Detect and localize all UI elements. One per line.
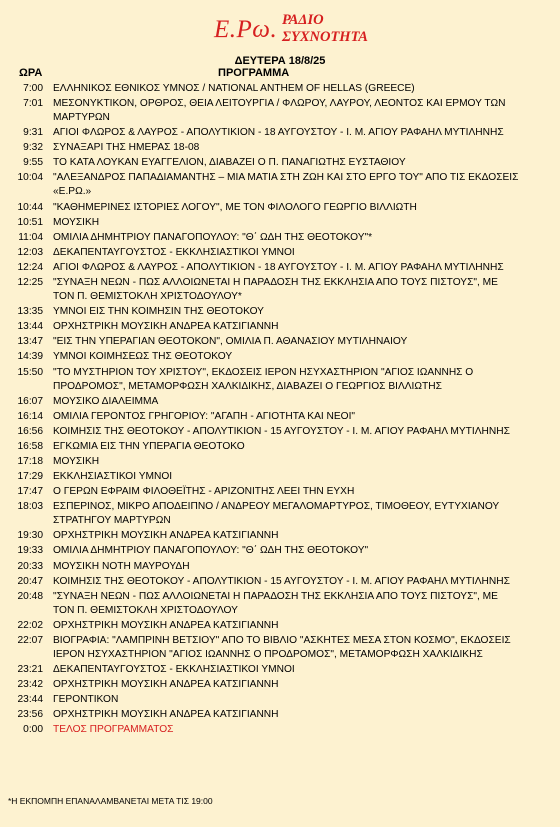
schedule-row [0, 141, 560, 155]
schedule-row [0, 261, 560, 275]
row-program: ΤΟ ΚΑΤΑ ΛΟΥΚΑΝ ΕΥΑΓΓΕΛΙΟΝ, ΔΙΑΒΑΖΕΙ Ο Π. ΠΑΝΑΓΙΩΤΗΣ ΕΥΣΤΑΘΙΟΥ [53, 157, 406, 169]
schedule-row [0, 201, 560, 215]
row-program: ΜΟΥΣΙΚΗ [53, 216, 100, 228]
row-program: ΟΡΧΗΣΤΡΙΚΗ ΜΟΥΣΙΚΗ ΑΝΔΡΕΑ ΚΑΤΣΙΓΙΑΝΝΗ [53, 619, 279, 631]
row-program: ΕΚΚΛΗΣΙΑΣΤΙΚΟΙ ΥΜΝΟΙ [53, 471, 173, 483]
row-time: 19:30 [17, 530, 43, 542]
radio-line-1: ΡΑΔΙΟ [282, 12, 324, 28]
row-program: ΜΟΥΣΙΚΟ ΔΙΑΛΕΙΜΜΑ [53, 395, 159, 407]
row-program: ΔΕΚΑΠΕΝΤΑΥΓΟΥΣΤΟΣ - ΕΚΚΛΗΣΙΑΣΤΙΚΟΙ ΥΜΝΟΙ [53, 246, 295, 258]
row-time: 12:25 [17, 277, 43, 289]
row-program: ΣΥΝΑΞΑΡΙ ΤΗΣ ΗΜΕΡΑΣ 18-08 [53, 142, 200, 154]
row-time: 20:47 [17, 575, 43, 587]
row-program: ΕΛΛΗΝΙΚΟΣ ΕΘΝΙΚΟΣ ΥΜΝΟΣ / NATIONAL ANTHEM OF HELLAS (GREECE) [53, 83, 415, 94]
radio-line-2: ΣΥΧΝΟΤΗΤΑ [282, 29, 368, 45]
footnote: *Η ΕΚΠΟΜΠΗ ΕΠΑΝΑΛΑΜΒΑΝΕΤΑΙ ΜΕΤΑ ΤΙΣ 19:00 [8, 796, 213, 806]
schedule-row [0, 723, 560, 737]
row-program: "ΕΙΣ ΤΗΝ ΥΠΕΡΑΓΙΑΝ ΘΕΟΤΟΚΟΝ", ΟΜΙΛΙΑ Π. ΑΘΑΝΑΣΙΟΥ ΜΥΤΙΛΗΝΑΙΟΥ [53, 336, 408, 348]
station-logo: Ε.Ρω. [214, 16, 278, 43]
schedule-row [0, 708, 560, 722]
row-program: ΥΜΝΟΙ ΕΙΣ ΤΗΝ ΚΟΙΜΗΣΙΝ ΤΗΣ ΘΕΟΤΟΚΟΥ [53, 306, 264, 318]
row-time: 23:42 [17, 679, 43, 691]
row-time: 23:21 [17, 664, 43, 675]
schedule-row [0, 156, 560, 170]
row-program: "ΤΟ ΜΥΣΤΗΡΙΟΝ ΤΟΥ ΧΡΙΣΤΟΥ", ΕΚΔΟΣΕΙΣ ΙΕΡΟΝ ΗΣΥΧΑΣΤΗΡΙΟΝ "ΑΓΙΟΣ ΙΩΑΝΝΗΣ Ο ΠΡΟΔΡΟΜΟΣ", ΜΕΤΑΜΟΡΦΩΣΗ ΧΑΛΚΙΔΙΚΗΣ, ΔΙΑΒΑΖΕΙ Ο ΓΕΩΡΓΙΟΣ ΒΙΛΛΙΩΤΗΣ [53, 366, 474, 392]
schedule-row [0, 544, 560, 558]
schedule-row [0, 560, 560, 574]
schedule-row [0, 693, 560, 707]
schedule-row [0, 216, 560, 230]
schedule-row [0, 82, 560, 96]
row-time: 12:03 [17, 246, 43, 258]
schedule-row [0, 619, 560, 633]
schedule-row [0, 575, 560, 589]
schedule-row [0, 366, 560, 394]
row-program: ΚΟΙΜΗΣΙΣ ΤΗΣ ΘΕΟΤΟΚΟΥ - ΑΠΟΛΥΤΙΚΙΟΝ - 15 ΑΥΓΟΥΣΤΟΥ - Ι. Μ. ΑΓΙΟΥ ΡΑΦΑΗΛ ΜΥΤΙΛΗΝΗΣ [53, 575, 510, 587]
row-program: ΓΕΡΟΝΤΙΚΟΝ [53, 694, 119, 706]
schedule-row [0, 470, 560, 484]
row-time: 10:04 [17, 172, 43, 184]
schedule-row [0, 678, 560, 692]
row-time: 15:50 [17, 366, 43, 378]
row-program: ΜΟΥΣΙΚΗ [53, 455, 100, 467]
row-time: 10:44 [17, 201, 43, 213]
schedule-row [0, 97, 560, 125]
row-program: ΜΟΥΣΙΚΗ ΝΟΤΗ ΜΑΥΡΟΥΔΗ [53, 560, 190, 572]
row-time: 14:39 [17, 351, 43, 363]
schedule-row [0, 529, 560, 543]
row-time: 9:31 [23, 127, 43, 139]
row-time: 0:00 [23, 724, 43, 736]
column-header-time: ΩΡΑ [19, 67, 43, 79]
schedule-row [0, 590, 560, 618]
row-program: ΑΓΙΟΙ ΦΛΩΡΟΣ & ΛΑΥΡΟΣ - ΑΠΟΛΥΤΙΚΙΟΝ - 18 ΑΥΓΟΥΣΤΟΥ - Ι. Μ. ΑΓΙΟΥ ΡΑΦΑΗΛ ΜΥΤΙΛΗΝΗΣ [53, 127, 504, 139]
column-header-program: ΠΡΟΓΡΑΜΜΑ [218, 67, 290, 79]
schedule-row [0, 500, 560, 528]
row-time: 23:44 [17, 694, 43, 706]
row-time: 10:51 [17, 216, 43, 228]
schedule-row [0, 485, 560, 499]
row-time: 20:48 [17, 590, 43, 602]
row-program: "ΣΥΝΑΞΗ ΝΕΩΝ - ΠΩΣ ΑΛΛΟΙΩΝΕΤΑΙ Η ΠΑΡΑΔΟΣΗ ΤΗΣ ΕΚΚΛΗΣΙΑ ΑΠΟ ΤΟΥΣ ΠΙΣΤΟΥΣ", ΜΕ ΤΟΝ Π. ΘΕΜΙΣΤΟΚΛΗ ΧΡΙΣΤΟΔΟΥΛΟΥ [53, 590, 498, 616]
row-time: 9:55 [23, 157, 43, 169]
row-program: ΟΡΧΗΣΤΡΙΚΗ ΜΟΥΣΙΚΗ ΑΝΔΡΕΑ ΚΑΤΣΙΓΙΑΝΝΗ [53, 321, 279, 333]
header [0, 10, 560, 54]
row-time: 13:47 [17, 336, 43, 348]
row-program: ΒΙΟΓΡΑΦΙΑ: "ΛΑΜΠΡΙΝΗ ΒΕΤΣΙΟΥ" ΑΠΟ ΤΟ ΒΙΒΛΙΟ "ΑΣΚΗΤΕΣ ΜΕΣΑ ΣΤΟΝ ΚΟΣΜΟ", ΕΚΔΟΣΕΙΣ ΙΕΡΟΝ ΗΣΥΧΑΣΤΗΡΙΟΝ "ΑΓΙΟΣ ΙΩΑΝΝΗΣ Ο ΠΡΟΔΡΟΜΟΣ", ΜΕΤΑΜΟΡΦΩΣΗ ΧΑΛΚΙΔΙΚΗΣ [53, 634, 511, 660]
schedule-row [0, 425, 560, 439]
schedule-row [0, 455, 560, 469]
row-time: 18:03 [17, 501, 43, 513]
row-time: 16:07 [17, 395, 43, 407]
schedule-list [0, 82, 560, 738]
schedule-date: ΔΕΥΤΕΡΑ 18/8/25 [234, 55, 326, 67]
row-time: 7:00 [23, 83, 43, 94]
row-time: 20:33 [17, 560, 43, 572]
row-time: 7:01 [23, 98, 43, 110]
row-program: "ΑΛΕΞΑΝΔΡΟΣ ΠΑΠΑΔΙΑΜΑΝΤΗΣ – ΜΙΑ ΜΑΤΙΑ ΣΤΗ ΖΩΗ ΚΑΙ ΣΤΟ ΕΡΓΟ ΤΟΥ" ΑΠΟ ΤΙΣ ΕΚΔΟΣΕΙΣ «Ε.ΡΩ.» [53, 172, 519, 198]
schedule-row [0, 126, 560, 140]
row-program: ΔΕΚΑΠΕΝΤΑΥΓΟΥΣΤΟΣ - ΕΚΚΛΗΣΙΑΣΤΙΚΟΙ ΥΜΝΟΙ [53, 664, 295, 675]
schedule-row [0, 634, 560, 662]
row-program: ΥΜΝΟΙ ΚΟΙΜΗΣΕΩΣ ΤΗΣ ΘΕΟΤΟΚΟΥ [53, 351, 233, 363]
row-time: 16:14 [17, 410, 43, 422]
row-program: ΟΡΧΗΣΤΡΙΚΗ ΜΟΥΣΙΚΗ ΑΝΔΡΕΑ ΚΑΤΣΙΓΙΑΝΝΗ [53, 679, 279, 691]
row-program: ΟΜΙΛΙΑ ΔΗΜΗΤΡΙΟΥ ΠΑΝΑΓΟΠΟΥΛΟΥ: "Θ΄ ΩΔΗ ΤΗΣ ΘΕΟΤΟΚΟΥ" [53, 545, 369, 557]
row-time: 23:56 [17, 709, 43, 721]
row-program: ΟΡΧΗΣΤΡΙΚΗ ΜΟΥΣΙΚΗ ΑΝΔΡΕΑ ΚΑΤΣΙΓΙΑΝΝΗ [53, 709, 279, 721]
row-program: ΤΕΛΟΣ ΠΡΟΓΡΑΜΜΑΤΟΣ [53, 724, 174, 736]
schedule-row [0, 335, 560, 349]
row-time: 12:24 [17, 261, 43, 273]
row-time: 17:47 [17, 486, 43, 498]
row-time: 13:35 [17, 306, 43, 318]
row-program: Ο ΓΕΡΩΝ ΕΦΡΑΙΜ ΦΙΛΟΘΕΪΤΗΣ - ΑΡΙΖΟΝΙΤΗΣ ΛΕΕΙ ΤΗΝ ΕΥΧΗ [53, 486, 355, 498]
row-time: 22:07 [17, 634, 43, 646]
schedule-row [0, 320, 560, 334]
row-program: "ΣΥΝΑΞΗ ΝΕΩΝ - ΠΩΣ ΑΛΛΟΙΩΝΕΤΑΙ Η ΠΑΡΑΔΟΣΗ ΤΗΣ ΕΚΚΛΗΣΙΑ ΑΠΟ ΤΟΥΣ ΠΙΣΤΟΥΣ", ΜΕ ΤΟΝ Π. ΘΕΜΙΣΤΟΚΛΗ ΧΡΙΣΤΟΔΟΥΛΟΥ* [53, 277, 498, 303]
row-time: 17:18 [17, 455, 43, 467]
row-program: ΚΟΙΜΗΣΙΣ ΤΗΣ ΘΕΟΤΟΚΟΥ - ΑΠΟΛΥΤΙΚΙΟΝ - 15 ΑΥΓΟΥΣΤΟΥ - Ι. Μ. ΑΓΙΟΥ ΡΑΦΑΗΛ ΜΥΤΙΛΗΝΗΣ [53, 425, 510, 437]
row-time: 17:29 [17, 471, 43, 483]
schedule-row [0, 305, 560, 319]
row-time: 22:02 [17, 619, 43, 631]
schedule-row [0, 171, 560, 199]
row-program: ΟΜΙΛΙΑ ΔΗΜΗΤΡΙΟΥ ΠΑΝΑΓΟΠΟΥΛΟΥ: "Θ΄ ΩΔΗ ΤΗΣ ΘΕΟΤΟΚΟΥ"* [53, 231, 373, 243]
row-time: 16:56 [17, 425, 43, 437]
schedule-row [0, 410, 560, 424]
row-program: ΑΓΙΟΙ ΦΛΩΡΟΣ & ΛΑΥΡΟΣ - ΑΠΟΛΥΤΙΚΙΟΝ - 18 ΑΥΓΟΥΣΤΟΥ - Ι. Μ. ΑΓΙΟΥ ΡΑΦΑΗΛ ΜΥΤΙΛΗΝΗΣ [53, 261, 504, 273]
radio-title [282, 12, 368, 46]
row-program: ΟΡΧΗΣΤΡΙΚΗ ΜΟΥΣΙΚΗ ΑΝΔΡΕΑ ΚΑΤΣΙΓΙΑΝΝΗ [53, 530, 279, 542]
row-program: "ΚΑΘΗΜΕΡΙΝΕΣ ΙΣΤΟΡΙΕΣ ΛΟΓΟΥ", ΜΕ ΤΟΝ ΦΙΛΟΛΟΓΟ ΓΕΩΡΓΙΟ ΒΙΛΛΙΩΤΗ [53, 201, 417, 213]
schedule-row [0, 246, 560, 260]
row-time: 11:04 [18, 231, 43, 243]
schedule-row [0, 395, 560, 409]
row-program: ΟΜΙΛΙΑ ΓΕΡΟΝΤΟΣ ΓΡΗΓΟΡΙΟΥ: "ΑΓΑΠΗ - ΑΓΙΟΤΗΤΑ ΚΑΙ ΝΕΟΙ" [53, 410, 356, 422]
row-time: 19:33 [17, 545, 43, 557]
row-time: 9:32 [23, 142, 43, 154]
schedule-row [0, 350, 560, 364]
schedule-row [0, 276, 560, 304]
schedule-row [0, 663, 560, 677]
schedule-row [0, 440, 560, 454]
row-time: 13:44 [17, 321, 43, 333]
row-program: ΕΣΠΕΡΙΝΟΣ, ΜΙΚΡΟ ΑΠΟΔΕΙΠΝΟ / ΑΝΔΡΕΟΥ ΜΕΓΑΛΟΜΑΡΤΥΡΟΣ, ΤΙΜΟΘΕΟΥ, ΕΥΤΥΧΙΑΝΟΥ ΣΤΡΑΤΗΓΟΥ ΜΑΡΤΥΡΩΝ [53, 501, 500, 527]
row-program: ΕΓΚΩΜΙΑ ΕΙΣ ΤΗΝ ΥΠΕΡΑΓΙΑ ΘΕΟΤΟΚΟ [53, 440, 245, 452]
row-time: 16:58 [17, 440, 43, 452]
row-program: ΜΕΣΟΝΥΚΤΙΚΟΝ, ΟΡΘΡΟΣ, ΘΕΙΑ ΛΕΙΤΟΥΡΓΙΑ / ΦΛΩΡΟΥ, ΛΑΥΡΟΥ, ΛΕΟΝΤΟΣ ΚΑΙ ΕΡΜΟΥ ΤΩΝ ΜΑΡΤΥΡΩΝ [53, 98, 506, 124]
schedule-row [0, 231, 560, 245]
